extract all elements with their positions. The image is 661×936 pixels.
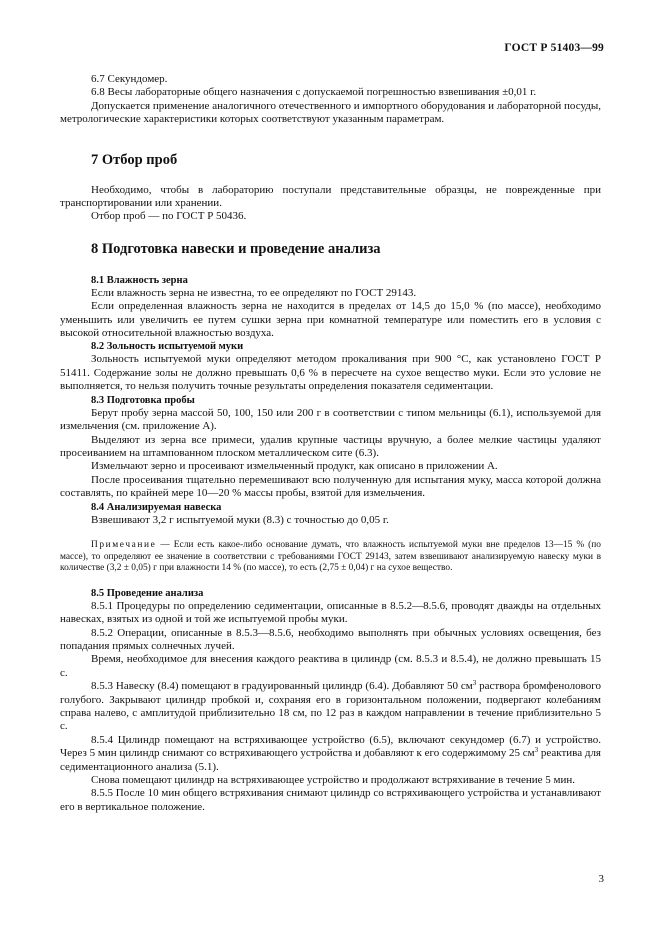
superscript-cubic: 3 [534,746,539,755]
paragraph-8-5-1: 8.5.1 Процедуры по определению седиментации, описанные в 8.5.2—8.5.6, проводят дважды на отдельных навесках, взятых из одной и той же испытуемой пробы муки. [60,599,601,626]
paragraph-8-5-5: 8.5.5 После 10 мин общего встряхивания снимают цилиндр со встряхивающего устройства и устанавливают его в вертикальное положение. [60,787,601,813]
paragraph-allowed-equipment: Допускается применение аналогичного отечественного и импортного оборудования и лабораторной посуды, метрологические характеристики которых соответствуют указанным параметрам. [60,99,601,126]
subsection-8-1-paragraph-2: Если определенная влажность зерна не находится в пределах от 14,5 до 15,0 % (по массе), необходимо уменьшить или увеличить ее путем сушки зерна при комнатной температуре или поместить его в условия с высокой относительной влажностью воздуха. [60,300,601,340]
note-text: — Если есть какое-либо основание думать, что влажность испытуемой муки вне пределов 13—15 % (по массе), то определяют ее значение в соответствии с требованиями ГОСТ 29143, затем взвешивают анализируемую навеску муки в количестве (3,2 ± 0,05) г при влажности 14 % (по массе), то есть (2,75 ± 0,04) г на сухое вещество. [60,539,601,574]
section-7-paragraph-2: Отбор проб — по ГОСТ Р 50436. [91,210,247,223]
subsection-8-3-heading: 8.3 Подготовка пробы [91,394,195,406]
paragraph-6-8: 6.8 Весы лабораторные общего назначения с допускаемой погрешностью взвешивания ±0,01 г. [91,86,537,99]
subsection-8-4-heading: 8.4 Анализируемая навеска [91,501,222,513]
section-7-heading: 7 Отбор проб [91,151,178,168]
subsection-8-3-paragraph-3: Измельчают зерно и просеивают измельченный продукт, как описано в приложении А. [91,460,498,473]
subsection-8-1-heading: 8.1 Влажность зерна [91,274,188,286]
paragraph-8-5-3-part-a: 8.5.3 Навеску (8.4) помещают в градуированный цилиндр (6.4). Добавляют 50 см [91,680,473,693]
paragraph-8-5-3-part-b: раствора бромфенолового голубого. Закрывают цилиндр пробкой и, сохраняя его в горизонтальном положении, подвергают колебаниям справа налево, с амплитудой приблизительно 18 см, по 12 раз в каждом направлении в течение приблизительно 5 с. [60,680,601,733]
paragraph-8-5-4-continue: Снова помещают цилиндр на встряхивающее устройство и продолжают встряхивание в течение 5 мин. [91,774,576,786]
paragraph-8-5-4 [60,734,601,774]
paragraph-8-5-4-part-b: реактива для седиментационного анализа (5.1). [60,747,601,773]
paragraph-8-5-2: 8.5.2 Операции, описанные в 8.5.3—8.5.6, необходимо выполнять при обычных условиях освещения, без попадания прямых солнечных лучей. [60,626,601,652]
document-code-header: ГОСТ Р 51403—99 [504,42,604,54]
subsection-8-2-paragraph-1: Зольность испытуемой муки определяют методом прокаливания при 900 °С, как установлено ГОСТ Р 51411. Содержание золы не должно превышать 0,6 % в пересчете на сухое вещество муки. Если это условие не выполняется, то нельзя получить точные результаты определения показателя седиментации. [60,353,601,393]
paragraph-8-5-3 [60,680,601,734]
section-8-heading: 8 Подготовка навески и проведение анализа [91,240,381,257]
note-label: Примечание [91,539,157,550]
subsection-8-1-paragraph-1: Если влажность зерна не известна, то ее определяют по ГОСТ 29143. [91,286,417,299]
subsection-8-3-paragraph-1: Берут пробу зерна массой 50, 100, 150 или 200 г в соответствии с типом мельницы (6.1), используемой для измельчения (см. приложение А). [60,406,601,433]
page-number: 3 [598,873,604,885]
page-content [60,73,601,814]
note-paragraph [60,540,601,575]
subsection-8-3-paragraph-4: После просеивания тщательно перемешивают всю полученную для испытания муку, масса которой должна составлять, по крайней мере 10—20 % массы пробы, взятой для измельчения. [60,473,601,500]
subsection-8-3-paragraph-2: Выделяют из зерна все примеси, удалив крупные частицы вручную, а более мелкие частицы удаляют просеиванием на штампованном плоском металлическом сите (6.3). [60,433,601,459]
paragraph-8-5-4-part-a: 8.5.4 Цилиндр помещают на встряхивающее устройство (6.5), включают секундомер (6.7) и устройство. Через 5 мин цилиндр снимают со встряхивающего устройства и добавляют к его содержимому 25 см [60,733,601,760]
paragraph-8-5-2-time: Время, необходимое для внесения каждого реактива в цилиндр (см. 8.5.3 и 8.5.4), не должно превышать 15 с. [60,653,601,679]
subsection-8-4-paragraph-1: Взвешивают 3,2 г испытуемой муки (8.3) с точностью до 0,05 г. [91,513,389,526]
superscript-cubic: 3 [472,679,477,688]
subsection-8-5-heading: 8.5 Проведение анализа [91,587,204,599]
subsection-8-2-heading: 8.2 Зольность испытуемой муки [91,341,244,353]
section-7-paragraph-1: Необходимо, чтобы в лабораторию поступали представительные образцы, не поврежденные при транспортировании или хранении. [60,183,601,210]
paragraph-6-7: 6.7 Секундомер. [91,73,168,85]
